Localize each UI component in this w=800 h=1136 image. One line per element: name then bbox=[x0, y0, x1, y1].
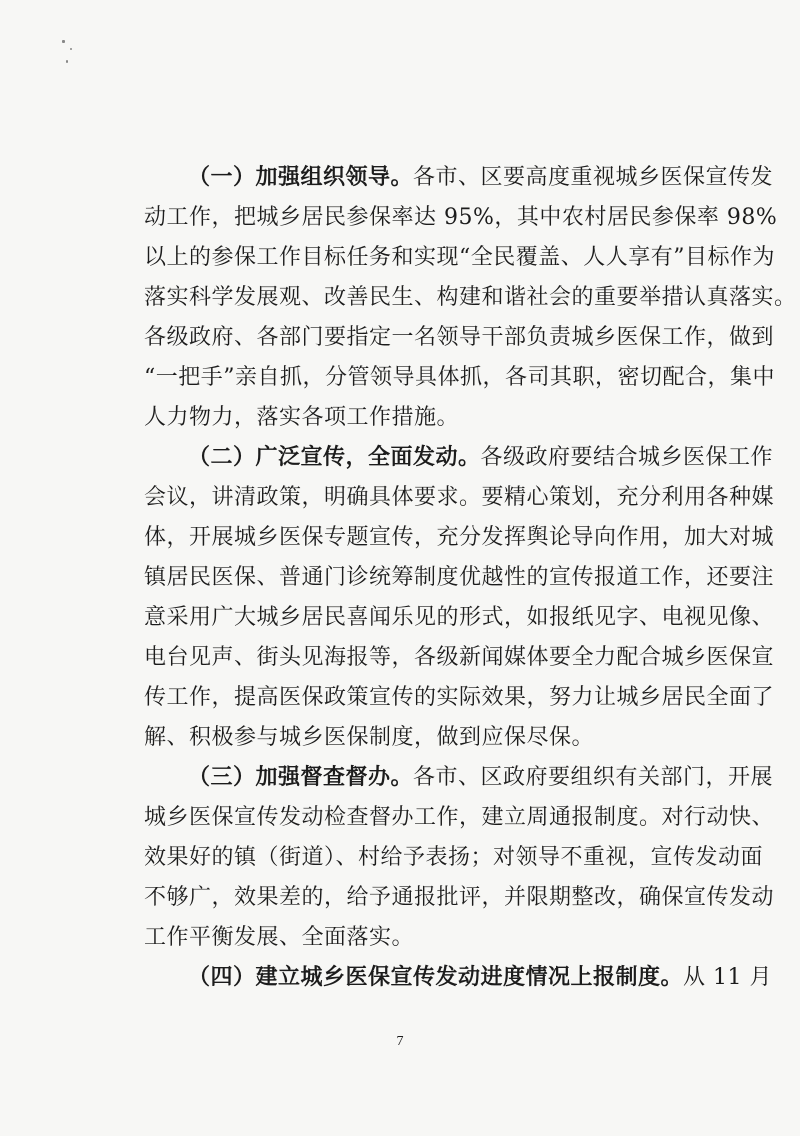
paragraph-line: 效果好的镇（街道）、村给予表扬；对领导不重视，宣传发动面 bbox=[144, 845, 764, 870]
paragraph-progress-reporting bbox=[144, 958, 772, 998]
section-heading: （二）广泛宣传，全面发动。 bbox=[188, 445, 481, 470]
paragraph-text: 各市、区要高度重视城乡医保宣传发 bbox=[413, 165, 774, 190]
paragraph-text: 从 11 月 bbox=[683, 965, 772, 990]
paragraph-line: 会议，讲清政策，明确具体要求。要精心策划，充分利用各种媒 bbox=[144, 485, 775, 510]
paragraph-text: 各市、区政府要组织有关部门，开展 bbox=[413, 765, 774, 790]
paragraph-line: 传工作，提高医保政策宣传的实际效果，努力让城乡居民全面了 bbox=[144, 685, 775, 710]
section-heading: （四）建立城乡医保宣传发动进度情况上报制度。 bbox=[188, 965, 684, 990]
document-body bbox=[144, 158, 797, 998]
section-heading: （一）加强组织领导。 bbox=[188, 165, 414, 190]
paragraph-line: 城乡医保宣传发动检查督办工作，建立周通报制度。对行动快、 bbox=[144, 805, 775, 830]
paragraph-first-line bbox=[144, 438, 774, 478]
scan-speck bbox=[70, 48, 72, 50]
paragraph-line: 以上的参保工作目标任务和实现“全民覆盖、人人享有”目标作为 bbox=[144, 245, 775, 270]
paragraph-line: “一把手”亲自抓，分管领导具体抓，各司其职，密切配合，集中 bbox=[144, 365, 775, 390]
paragraph-first-line bbox=[144, 158, 774, 198]
paragraph-line: 解、积极参与城乡医保制度，做到应保尽保。 bbox=[144, 725, 595, 750]
paragraph-first-line bbox=[144, 958, 772, 998]
paragraph-line: 镇居民医保、普通门诊统筹制度优越性的宣传报道工作，还要注 bbox=[144, 565, 775, 590]
paragraph-supervision bbox=[144, 758, 775, 958]
scan-speck bbox=[62, 40, 65, 43]
paragraph-line: 人力物力，落实各项工作措施。 bbox=[144, 405, 460, 430]
page-number: 7 bbox=[396, 1034, 404, 1049]
paragraph-line: 不够广，效果差的，给予通报批评，并限期整改，确保宣传发动 bbox=[144, 885, 775, 910]
paragraph-line: 意采用广大城乡居民喜闻乐见的形式，如报纸见字、电视见像、 bbox=[144, 605, 775, 630]
paragraph-line: 动工作，把城乡居民参保率达 95%，其中农村居民参保率 98% bbox=[144, 205, 778, 230]
paragraph-line: 体，开展城乡医保专题宣传，充分发挥舆论导向作用，加大对城 bbox=[144, 525, 775, 550]
paragraph-line: 电台见声、街头见海报等，各级新闻媒体要全力配合城乡医保宣 bbox=[144, 645, 775, 670]
paragraph-line: 工作平衡发展、全面落实。 bbox=[144, 925, 415, 950]
paragraph-text: 各级政府要结合城乡医保工作 bbox=[480, 445, 774, 470]
paragraph-first-line bbox=[144, 758, 774, 798]
paragraph-line: 落实科学发展观、改善民生、构建和谐社会的重要举措认真落实。 bbox=[144, 285, 797, 310]
scan-speck bbox=[66, 60, 68, 63]
paragraph-organization-leadership bbox=[144, 158, 797, 438]
section-heading: （三）加强督查督办。 bbox=[188, 765, 414, 790]
paragraph-line: 各级政府、各部门要指定一名领导干部负责城乡医保工作，做到 bbox=[144, 325, 775, 350]
paragraph-publicity-mobilization bbox=[144, 438, 775, 758]
